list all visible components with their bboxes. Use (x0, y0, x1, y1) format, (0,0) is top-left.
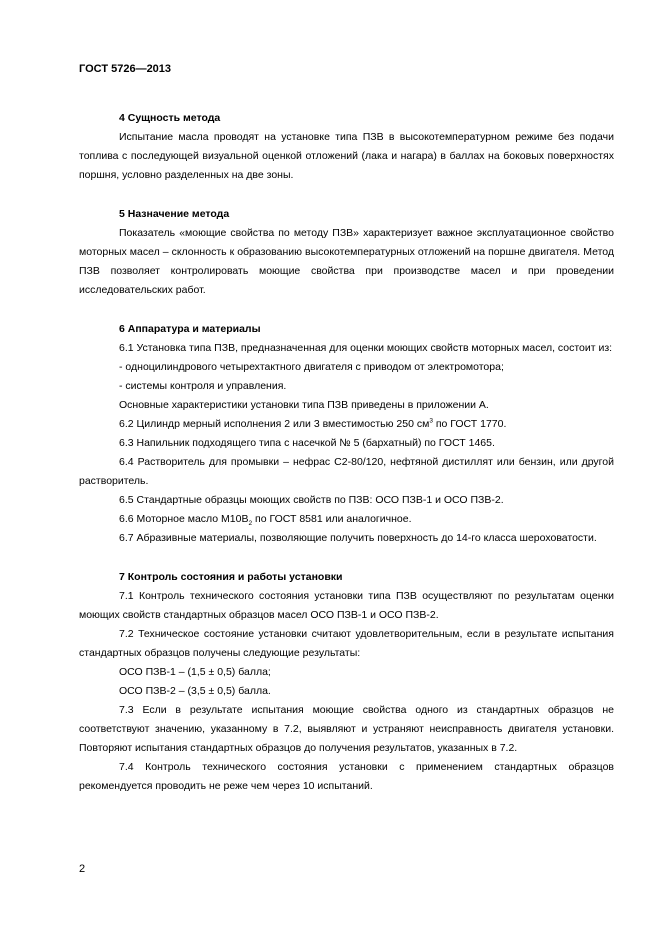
paragraph-7-3: 7.3 Если в результате испытания моющие свойства одного из стандартных образцов не соответствуют значению, указанному в 7.2, выявляют и устраняют неисправность двигателя установки. Повторяют испытания стандартных образцов до получения результатов, указанных в 7.2. (79, 704, 614, 754)
superscript-3: 3 (429, 417, 433, 425)
paragraph-7-1: 7.1 Контроль технического состояния установки типа ПЗВ осуществляют по результатам оценки моющих свойств стандартных образцов масел ОСО ПЗВ-1 и ОСО ПЗВ-2. (79, 590, 614, 621)
result-oso-pzv-1: ОСО ПЗВ-1 – (1,5 ± 0,5) балла; (119, 666, 271, 678)
section-4-heading: 4 Сущность метода (119, 112, 221, 124)
section-5-paragraph: Показатель «моющие свойства по методу ПЗВ» характеризует важное эксплуатационное свойство моторных масел – склонность к образованию высокотемпературных отложений на поршне двигателя. Метод ПЗВ позволяет контролировать моющие свойства при производстве масел и при проведении исследовательских работ. (79, 227, 614, 296)
paragraph-6-7: 6.7 Абразивные материалы, позволяющие получить поверхность до 14-го класса шероховатости. (119, 532, 597, 544)
paragraph-7-2: 7.2 Техническое состояние установки считают удовлетворительным, если в результате испытания стандартных образцов получены следующие результаты: (79, 628, 614, 659)
section-4-paragraph: Испытание масла проводят на установке типа ПЗВ в высокотемпературном режиме без подачи топлива с последующей визуальной оценкой отложений (лака и нагара) в баллах на боковых поверхностях поршня, условно разделенных на две зоны. (79, 131, 614, 181)
paragraph-6-note: Основные характеристики установки типа ПЗВ приведены в приложении А. (119, 399, 489, 411)
document-header: ГОСТ 5726—2013 (79, 63, 172, 75)
section-7-heading: 7 Контроль состояния и работы установки (119, 571, 343, 583)
list-item-control-system: - системы контроля и управления. (119, 380, 287, 392)
section-5-heading: 5 Назначение метода (119, 208, 230, 220)
paragraph-6-5: 6.5 Стандартные образцы моющих свойств по ПЗВ: ОСО ПЗВ-1 и ОСО ПЗВ-2. (119, 494, 504, 506)
document-body (79, 109, 614, 796)
section-6-heading: 6 Аппаратура и материалы (119, 323, 261, 335)
paragraph-6-1: 6.1 Установка типа ПЗВ, предназначенная для оценки моющих свойств моторных масел, состоит из: (119, 342, 613, 354)
subscript-2: 2 (248, 520, 253, 528)
paragraph-6-4: 6.4 Растворитель для промывки – нефрас С2-80/120, нефтяной дистиллят или бензин, или другой растворитель. (79, 456, 614, 487)
result-oso-pzv-2: ОСО ПЗВ-2 – (3,5 ± 0,5) балла. (119, 685, 271, 697)
paragraph-6-3: 6.3 Напильник подходящего типа с насечкой № 5 (бархатный) по ГОСТ 1465. (119, 437, 495, 449)
list-item-engine: - одноцилиндрового четырехтактного двигателя с приводом от электромотора; (119, 361, 504, 373)
paragraph-7-4: 7.4 Контроль технического состояния установки с применением стандартных образцов рекомендуется проводить не реже чем через 10 испытаний. (79, 761, 614, 792)
paragraph-6-2: 6.2 Цилиндр мерный исполнения 2 или 3 вместимостью 250 $см^3$ по ГОСТ 1770. (119, 417, 507, 430)
paragraph-6-6: 6.6 Моторное масло $М10В_2$ по ГОСТ 8581 или аналогичное. (119, 513, 412, 528)
page-number: 2 (79, 863, 86, 875)
